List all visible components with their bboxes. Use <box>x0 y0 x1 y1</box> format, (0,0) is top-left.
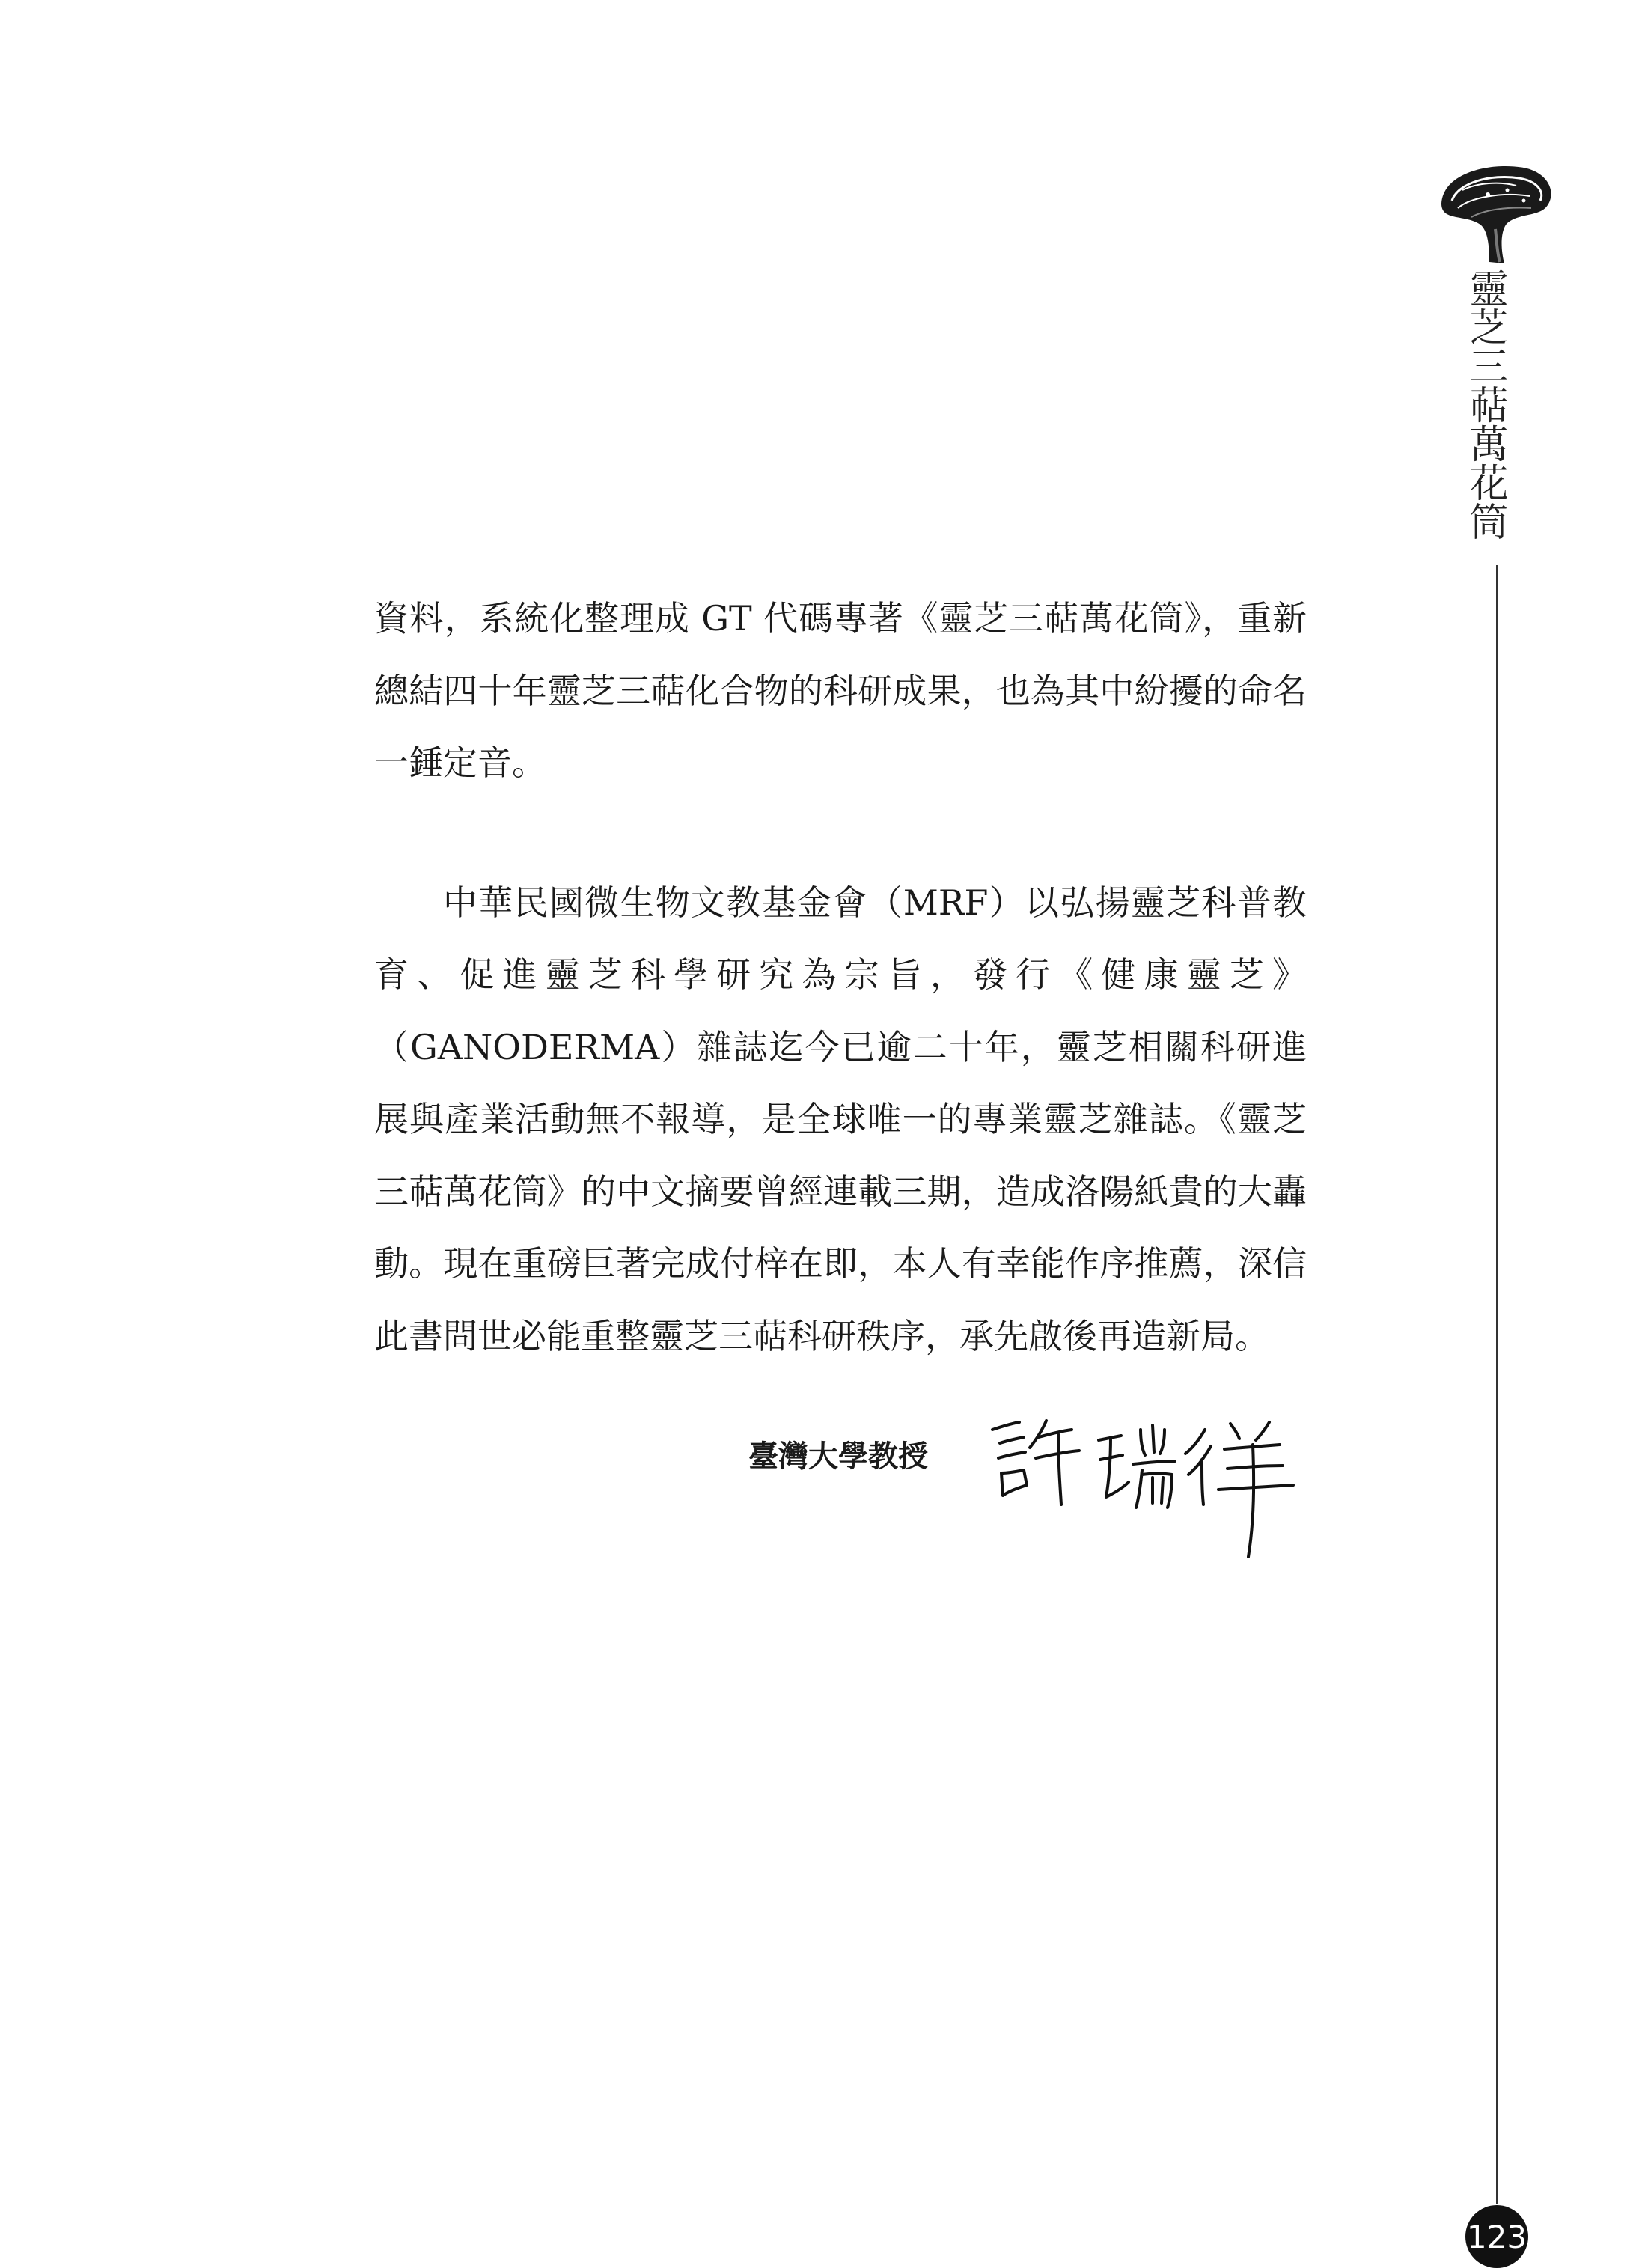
reishi-mushroom-icon <box>1435 157 1555 269</box>
running-header <box>1435 157 1555 2255</box>
paragraph-gap <box>374 799 1307 867</box>
handwritten-signature <box>986 1407 1301 1572</box>
running-title: 靈芝三萜萬花筒 <box>1462 268 1507 540</box>
body-text <box>374 582 1307 1372</box>
paragraph: 資料，系統化整理成 GT 代碼專著《靈芝三萜萬花筒》，重新總結四十年靈芝三萜化合物的科研成果，也為其中紛擾的命名一錘定音。 <box>374 598 1307 783</box>
margin-rule <box>1496 565 1498 2204</box>
page-number: 123 <box>1465 2205 1528 2268</box>
signatory-title: 臺灣大學教授 <box>748 1439 928 1474</box>
paragraph: 中華民國微生物文教基金會（MRF）以弘揚靈芝科普教育、促進靈芝科學研究為宗旨，發行《健康靈芝》（GANODERMA）雜誌迄今已逾二十年，靈芝相關科研進展與產業活動無不報導，是全球唯一的專業靈芝雜誌。《靈芝三萜萬花筒》的中文摘要曾經連載三期，造成洛陽紙貴的大轟動。現在重磅巨著完成付梓在即，本人有幸能作序推薦，深信此書問世必能重整靈芝三萜科研秩序，承先啟後再造新局。 <box>374 882 1307 1356</box>
signature-block <box>748 1407 1317 1587</box>
